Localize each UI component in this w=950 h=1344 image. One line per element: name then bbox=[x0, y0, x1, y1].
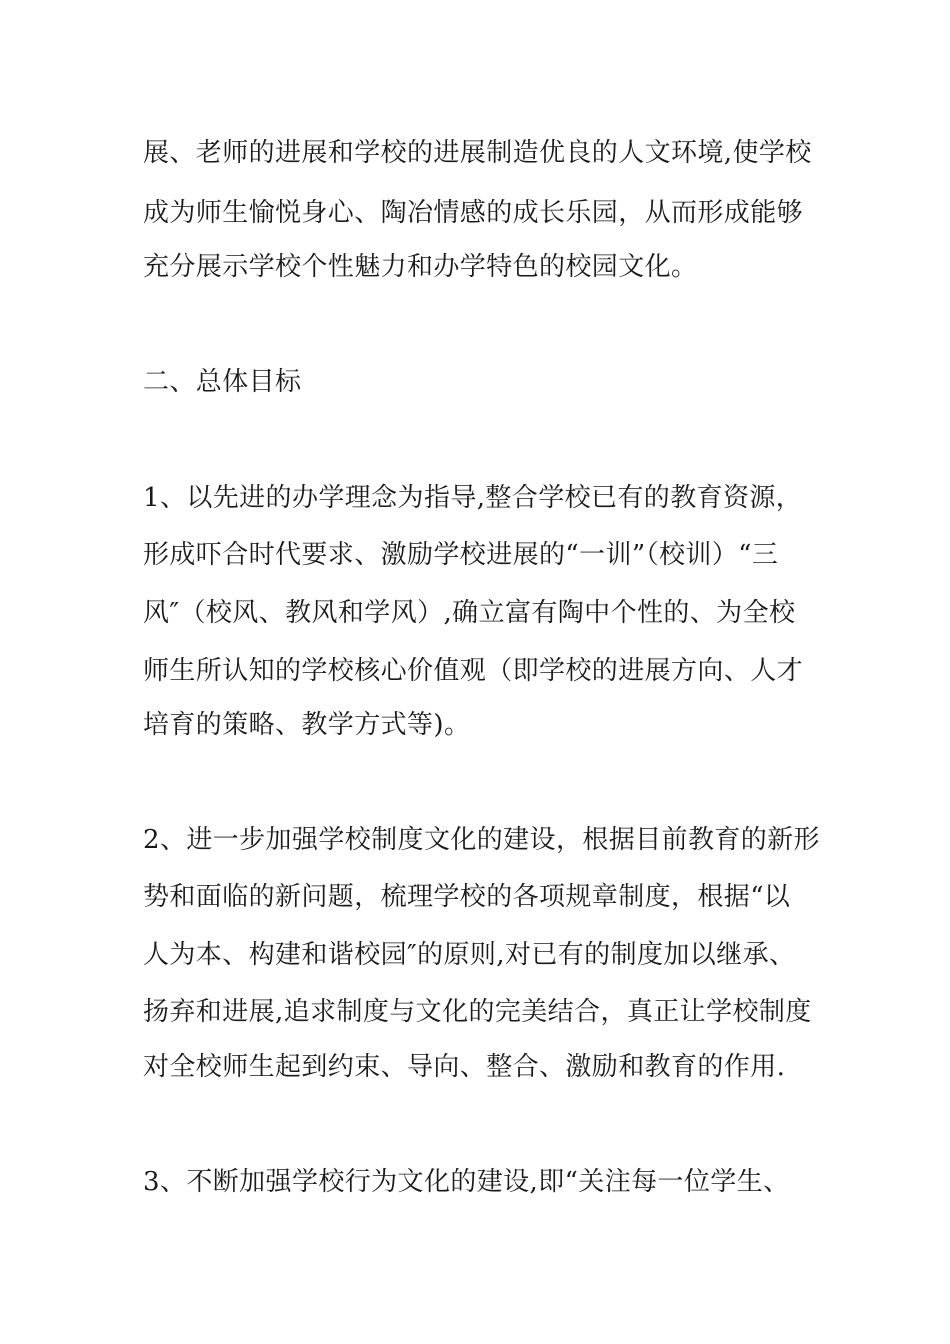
text-line: 培育的策略、教学方式等)。 bbox=[143, 710, 471, 740]
text-line: 师生所认知的学校核心价值观（即学校的进展方向、人才 bbox=[143, 656, 804, 686]
text-line: 势和面临的新问题，梳理学校的各项规章制度，根据“以 bbox=[143, 882, 791, 912]
text-line: 人为本、构建和谐校园″的原则,对已有的制度加以继承、 bbox=[143, 940, 796, 970]
text-line: 对全校师生起到约束、导向、整合、激励和教育的作用. bbox=[143, 1052, 786, 1082]
text-line: 充分展示学校个性魅力和办学特色的校园文化。 bbox=[143, 252, 698, 282]
text-line: 展、老师的进展和学校的进展制造优良的人文环境,使学校 bbox=[143, 138, 812, 168]
section-heading: 二、总体目标 bbox=[143, 367, 302, 397]
text-line: 扬弃和进展,追求制度与文化的完美结合，真正让学校制度 bbox=[143, 997, 812, 1027]
text-line: 2、进一步加强学校制度文化的建设，根据目前教育的新形 bbox=[143, 825, 820, 855]
text-line: 3、不断加强学校行为文化的建设,即“关注每一位学生、 bbox=[143, 1167, 790, 1197]
text-line: 成为师生愉悦身心、陶冶情感的成长乐园，从而形成能够 bbox=[143, 198, 804, 228]
text-line: 形成吓合时代要求、激励学校进展的“一训”（校训）“三 bbox=[143, 540, 779, 570]
text-line: 1、以先进的办学理念为指导,整合学校已有的教育资源， bbox=[143, 483, 803, 513]
text-line: 风″（校风、教风和学风）,确立富有陶中个性的、为全校 bbox=[143, 598, 796, 628]
